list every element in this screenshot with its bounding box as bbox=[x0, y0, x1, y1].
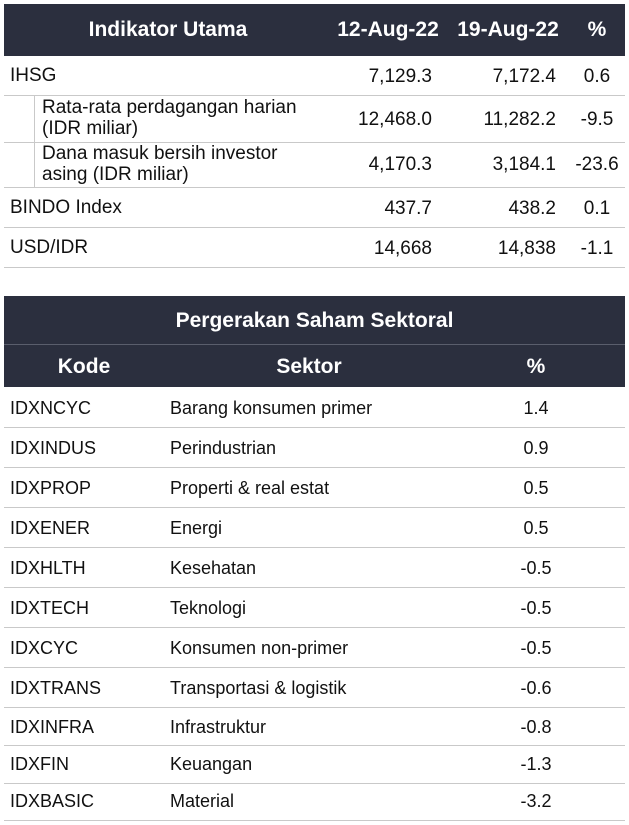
sector-name: Keuangan bbox=[170, 754, 253, 774]
header-date-2: 19-Aug-22 bbox=[457, 18, 559, 41]
indicator-pct: -1.1 bbox=[580, 238, 614, 259]
sector-pct: 1.4 bbox=[523, 398, 549, 418]
sector-code: IDXENER bbox=[10, 518, 91, 538]
sector-title: Pergerakan Saham Sektoral bbox=[175, 309, 454, 332]
sector-code: IDXTECH bbox=[10, 598, 90, 618]
indicator-value-1: 4,170.3 bbox=[368, 154, 432, 175]
sector-name: Energi bbox=[170, 518, 223, 538]
indicator-value-2: 14,838 bbox=[497, 238, 556, 259]
sector-pct: 0.9 bbox=[523, 438, 549, 458]
indicator-table-header bbox=[4, 4, 625, 56]
indicator-label-line2: (IDR miliar) bbox=[42, 118, 139, 139]
indicator-value-2: 3,184.1 bbox=[492, 154, 556, 175]
indicator-value-1: 437.7 bbox=[384, 198, 432, 219]
indicator-label-line2: asing (IDR miliar) bbox=[42, 164, 189, 185]
sector-name: Perindustrian bbox=[170, 438, 277, 458]
sector-pct: 0.5 bbox=[523, 478, 549, 498]
sector-name: Properti & real estat bbox=[170, 478, 330, 498]
indicator-label: USD/IDR bbox=[10, 237, 89, 258]
indicator-row bbox=[4, 143, 625, 188]
sector-row bbox=[4, 746, 625, 784]
indicator-value-1: 7,129.3 bbox=[368, 66, 432, 87]
sector-code: IDXNCYC bbox=[10, 398, 92, 418]
sector-code: IDXHLTH bbox=[10, 558, 86, 578]
sector-row bbox=[4, 548, 625, 588]
header-sektor: Sektor bbox=[276, 355, 342, 378]
sector-code: IDXINFRA bbox=[10, 717, 95, 737]
sector-pct: -1.3 bbox=[520, 754, 552, 774]
sector-pct: 0.5 bbox=[523, 518, 549, 538]
indicator-value-1: 12,468.0 bbox=[358, 109, 432, 130]
sector-code: IDXBASIC bbox=[10, 791, 95, 811]
indicator-value-2: 7,172.4 bbox=[492, 66, 556, 87]
header-pct: % bbox=[526, 355, 546, 378]
indicator-value-2: 11,282.2 bbox=[483, 109, 556, 130]
indicator-value-1: 14,668 bbox=[373, 238, 432, 259]
indicator-pct: -9.5 bbox=[580, 109, 614, 130]
sector-name: Teknologi bbox=[170, 598, 247, 618]
sector-row bbox=[4, 388, 625, 428]
indicator-pct: -23.6 bbox=[575, 154, 619, 175]
sector-pct: -0.8 bbox=[520, 717, 552, 737]
indicator-row bbox=[4, 56, 625, 96]
sector-row bbox=[4, 708, 625, 746]
indicator-value-2: 438.2 bbox=[508, 198, 556, 219]
indicator-row bbox=[4, 228, 625, 268]
sector-name: Barang konsumen primer bbox=[170, 398, 373, 418]
sector-row bbox=[4, 668, 625, 708]
sector-table-header bbox=[4, 345, 625, 387]
indicator-label: BINDO Index bbox=[10, 197, 122, 218]
indicator-label-line1: Rata-rata perdagangan harian bbox=[42, 97, 297, 118]
sector-name: Kesehatan bbox=[170, 558, 257, 578]
sector-name: Konsumen non-primer bbox=[170, 638, 349, 658]
header-date-1: 12-Aug-22 bbox=[337, 18, 439, 41]
sector-code: IDXINDUS bbox=[10, 438, 97, 458]
indicator-row bbox=[4, 188, 625, 228]
sector-row bbox=[4, 508, 625, 548]
indicator-label-line1: Dana masuk bersih investor bbox=[42, 143, 278, 164]
sector-code: IDXCYC bbox=[10, 638, 79, 658]
sector-table-title bbox=[4, 296, 625, 345]
sector-row bbox=[4, 588, 625, 628]
indicator-pct: 0.1 bbox=[583, 198, 611, 219]
sector-name: Material bbox=[170, 791, 235, 811]
sector-row bbox=[4, 784, 625, 821]
sector-name: Infrastruktur bbox=[170, 717, 267, 737]
indicator-pct: 0.6 bbox=[583, 66, 611, 87]
header-pct: % bbox=[587, 18, 607, 41]
indicator-row bbox=[4, 96, 625, 143]
sector-code: IDXPROP bbox=[10, 478, 92, 498]
sector-pct: -0.6 bbox=[520, 678, 552, 698]
sector-row bbox=[4, 628, 625, 668]
indicator-label: IHSG bbox=[10, 65, 57, 86]
sector-name: Transportasi & logistik bbox=[170, 678, 347, 698]
sector-row bbox=[4, 428, 625, 468]
sector-pct: -3.2 bbox=[520, 791, 552, 811]
sector-pct: -0.5 bbox=[520, 558, 552, 578]
sector-code: IDXFIN bbox=[10, 754, 70, 774]
sector-code: IDXTRANS bbox=[10, 678, 102, 698]
sector-pct: -0.5 bbox=[520, 638, 552, 658]
header-kode: Kode bbox=[57, 355, 111, 378]
sector-row bbox=[4, 468, 625, 508]
header-indikator: Indikator Utama bbox=[88, 18, 248, 41]
sector-pct: -0.5 bbox=[520, 598, 552, 618]
